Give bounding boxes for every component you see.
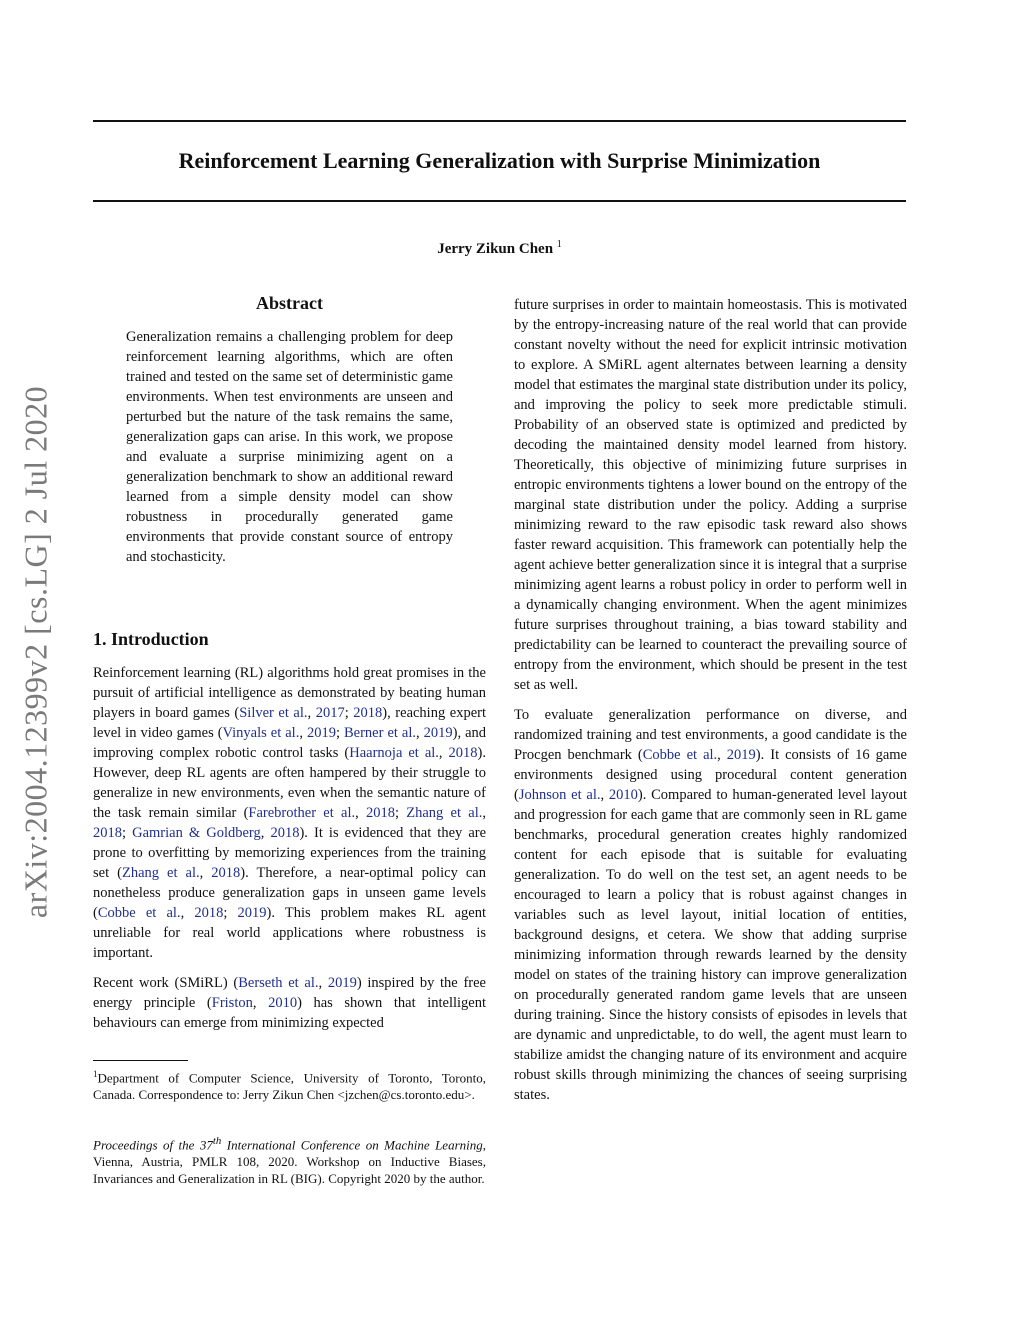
intro-paragraph-1: Reinforcement learning (RL) algorithms hold great promises in the pursuit of artificial intelligence as demonstrated by beating human players in board games (Silver et al., 2017; 2018), reaching expert level in video games (Vinyals et al., 2019; Berner et al., 2019), and improving complex robotic control tasks (Haarnoja et al., 2018). However, deep RL agents are often hampered by their struggle to generalize in new environments, even when the semantic nature of the task remain similar (Farebrother et al., 2018; Zhang et al., 2018; Gamrian & Goldberg, 2018). It is evidenced that they are prone to overfitting by memorizing experiences from the training set (Zhang et al., 2018). Therefore, a near-optimal policy can nonetheless produce generalization gaps in unseen game levels (Cobbe et al., 2018; 2019). This problem makes RL agent unreliable for real world applications where robustness is important. (93, 665, 487, 961)
citation-link[interactable]: 2018 (365, 805, 395, 821)
introduction-body (93, 663, 486, 1033)
title-top-rule (93, 120, 906, 122)
citation-link[interactable]: 2019 (306, 725, 336, 741)
proceedings-note: Proceedings of the 37th International Conference on Machine Learning, Vienna, Austria, PMLR 108, 2020. Workshop on Inductive Biases, Invariances and Generalization in RL (BIG). Copyright 2020 by the author. (93, 1135, 486, 1187)
citation-link[interactable]: Farebrother et al. (248, 805, 356, 821)
citation-link[interactable]: Cobbe et al. (97, 905, 181, 921)
right-column-body (514, 295, 907, 1105)
citation-link[interactable]: 2018 (211, 865, 241, 881)
right-paragraph-1: future surprises in order to maintain homeostasis. This is motivated by the entropy-increasing nature of the real world that can provide constant novelty without the need for explicit intrinsic motivation to explore. A SMiRL agent alternates between learning a density model that estimates the marginal state distribution under its policy, and improving the policy to seek more predictable stimuli. Probability of an observed state is optimized and predicted by decoding the maintained density model learned from history. Theoretically, this objective of minimizing future surprises in entropic environments tightens a lower bound on the entropy of the marginal state distribution under the policy. Adding a surprise minimizing reward to the raw episodic task reward also shows faster reward acquisition. This framework can potentially help the agent achieve better generalization since it is integral that a surprise minimizing agent learns a robust policy in order to perform well in a dynamically changing environment. When the agent minimizes future surprises throughout training, a bias toward stability and predictability can be learned to counteract the prevailing source of entropy from the environment, which should be present in the test set as well. (514, 297, 907, 693)
author-name: Jerry Zikun Chen (437, 241, 554, 257)
right-paragraph-2: To evaluate generalization performance on diverse, and randomized training and test environments, a good candidate is the Procgen benchmark (Cobbe et al., 2019). It consists of 16 game environments designed using procedural content generation (Johnson et al., 2010). Compared to human-generated level layout and progression for each game that are commonly seen in RL game benchmarks, procedural generation creates highly randomized content for each episode that is suitable for evaluating generalization. To do well on the test set, an agent needs to be encouraged to learn a policy that is robust against changes in variables such as level layout, initial location of entities, background designs, et cetera. We show that adding surprise minimizing information through rewards learned by the density model on states of the training history can improve generalization on procedurally generated random game levels that are unseen during training. Since the history consists of episodes in levels that are dynamic and unpredictable, to do well, the agent must learn to stabilize amidst the changing nature of its environment and acquire robust skills through minimizing the chances of seeing surprising states. (514, 707, 907, 1103)
citation-link[interactable]: Gamrian & Goldberg (132, 825, 261, 841)
author-line (93, 234, 906, 260)
citation-link[interactable]: 2010 (608, 787, 638, 803)
citation-link[interactable]: Zhang et al. (406, 805, 483, 821)
citation-link[interactable]: 2018 (194, 905, 224, 921)
footnote-mark: 1 (93, 1069, 98, 1079)
citation-link[interactable]: Vinyals et al. (222, 725, 300, 741)
citation-link[interactable]: Johnson et al. (518, 787, 601, 803)
citation-link[interactable]: 2018 (353, 705, 383, 721)
footnote-text: Department of Computer Science, University of Toronto, Toronto, Canada. Correspondence to: Jerry Zikun Chen <jzchen@cs.toronto.edu>. (93, 1070, 486, 1103)
citation-link[interactable]: 2018 (448, 745, 478, 761)
citation-link[interactable]: 2019 (423, 725, 453, 741)
abstract-text: Generalization remains a challenging problem for deep reinforcement learning algorithms, which are often trained and tested on the same set of deterministic game environments. When test environments are unseen and perturbed but the nature of the task remains the same, generalization gaps can arise. In this work, we propose and evaluate a surprise minimizing agent on a generalization benchmark to show an additional reward learned from a simple density model can show robustness in procedurally generated game environments that provide constant source of entropy and stochasticity. (126, 329, 453, 565)
citation-link[interactable]: Haarnoja et al. (349, 745, 439, 761)
intro-paragraph-2: Recent work (SMiRL) (Berseth et al., 2019) inspired by the free energy principle (Friston, 2010) has shown that intelligent behaviours can emerge from minimizing expected (93, 975, 486, 1031)
citation-link[interactable]: Berseth et al. (238, 975, 319, 991)
title-bottom-rule (93, 200, 906, 202)
section-heading-introduction: 1. Introduction (93, 629, 209, 649)
paper-title: Reinforcement Learning Generalization with Surprise Minimization (178, 148, 821, 173)
citation-link[interactable]: Cobbe et al. (642, 747, 718, 763)
citation-link[interactable]: 2018 (270, 825, 300, 841)
citation-link[interactable]: 2019 (327, 975, 357, 991)
citation-link[interactable]: Zhang et al. (121, 865, 200, 881)
arxiv-stamp-text: arXiv:2004.12399v2 [cs.LG] 2 Jul 2020 (17, 385, 54, 919)
affiliation-footnote (93, 1066, 486, 1103)
citation-link[interactable]: Friston (211, 995, 253, 1011)
citation-link[interactable]: 2017 (315, 705, 345, 721)
citation-link[interactable]: 2018 (93, 825, 122, 841)
citation-link[interactable]: Berner et al. (344, 725, 416, 741)
citation-link[interactable]: 2019 (237, 905, 267, 921)
citation-link[interactable]: Silver et al. (239, 705, 308, 721)
citation-link[interactable]: 2019 (726, 747, 756, 763)
author-affil-mark: 1 (556, 239, 562, 250)
abstract-heading: Abstract (256, 293, 323, 313)
citation-link[interactable]: 2010 (268, 995, 298, 1011)
footnote-rule (93, 1060, 188, 1061)
